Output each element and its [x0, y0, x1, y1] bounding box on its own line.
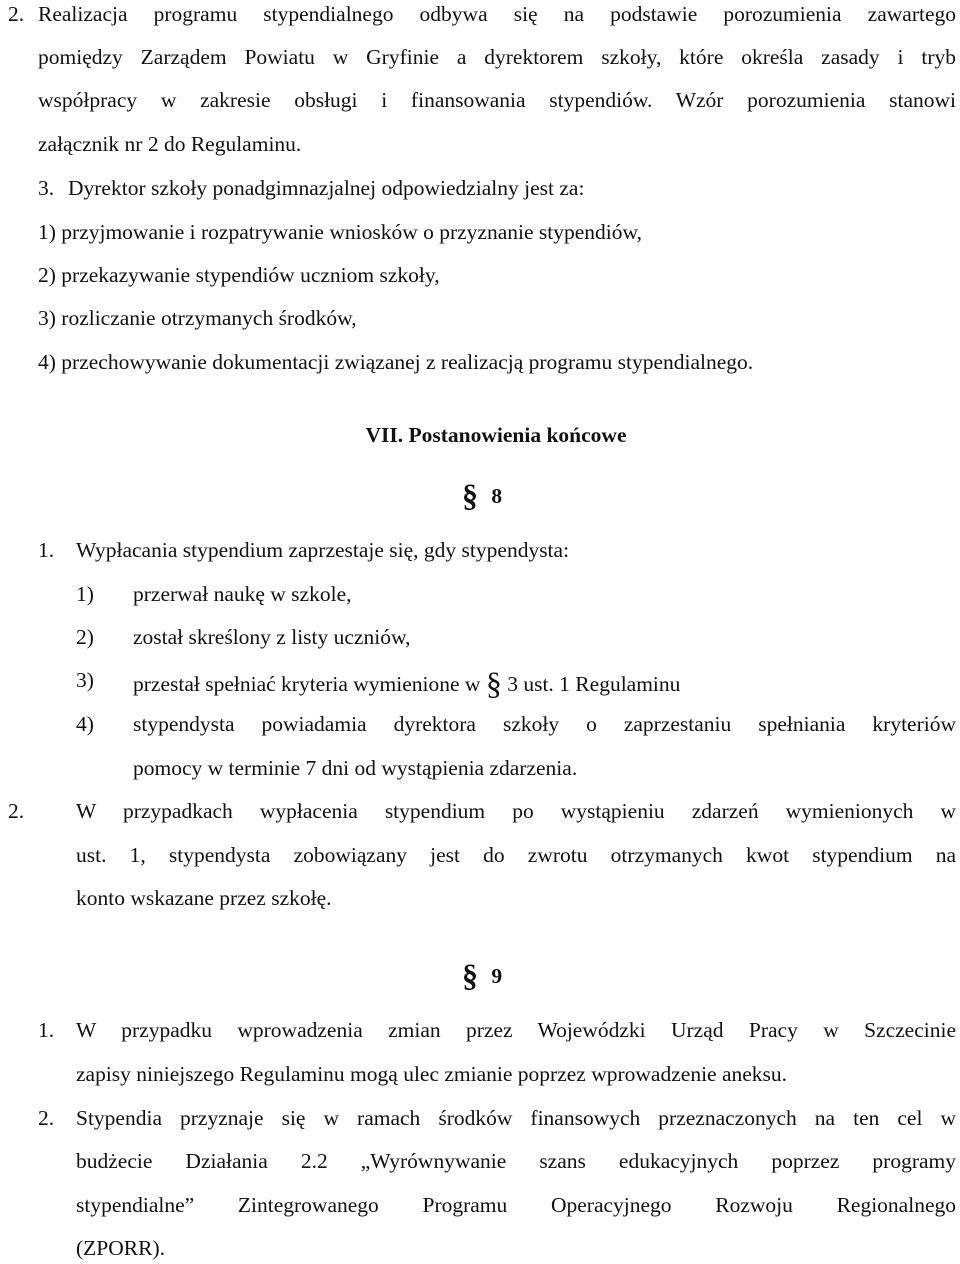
list-item: 1) przyjmowanie i rozpatrywanie wniosków o przyznanie stypendiów, — [38, 220, 643, 244]
list-item — [133, 665, 681, 701]
paragraph-number: 2. — [8, 799, 25, 823]
paragraph-number: 1. — [38, 1018, 55, 1042]
paragraph-number: 2. — [8, 2, 25, 26]
section-number: 9 — [491, 964, 503, 988]
list-item: 2) przekazywanie stypendiów uczniom szkoły, — [38, 263, 440, 287]
paragraph-line: W przypadku wprowadzenia zmian przez Wojewódzki Urząd Pracy w Szczecinie — [76, 1018, 956, 1042]
paragraph-number: 3. — [38, 176, 55, 200]
section-sign-icon: § — [462, 477, 478, 513]
list-item: 4) przechowywanie dokumentacji związanej z realizacją programu stypendialnego. — [38, 350, 754, 374]
section-heading-8 — [462, 477, 503, 513]
paragraph-intro: Wypłacania stypendium zaprzestaje się, gdy stypendysta: — [76, 538, 570, 562]
list-item-number: 1) — [76, 582, 94, 606]
paragraph-line: załącznik nr 2 do Regulaminu. — [38, 132, 302, 156]
list-item-number: 2) — [76, 625, 94, 649]
chapter-heading: VII. Postanowienia końcowe — [365, 423, 627, 447]
list-item-continuation: pomocy w terminie 7 dni od wystąpienia zdarzenia. — [133, 756, 578, 780]
section-sign-icon: § — [485, 665, 502, 701]
list-item-text: 3 ust. 1 Regulaminu — [501, 672, 681, 696]
list-item-number: 4) — [76, 712, 94, 736]
paragraph-line: budżecie Działania 2.2 „Wyrównywanie szans edukacyjnych poprzez programy — [76, 1149, 956, 1173]
list-item: został skreślony z listy uczniów, — [133, 625, 411, 649]
paragraph-line: W przypadkach wypłacenia stypendium po wystąpieniu zdarzeń wymienionych w — [76, 799, 956, 823]
paragraph-line: Stypendia przyznaje się w ramach środków finansowych przeznaczonych na ten cel w — [76, 1106, 956, 1130]
paragraph-intro: Dyrektor szkoły ponadgimnazjalnej odpowiedzialny jest za: — [68, 176, 585, 200]
list-item: przerwał naukę w szkole, — [133, 582, 352, 606]
paragraph-line: (ZPORR). — [76, 1236, 165, 1260]
list-item: 3) rozliczanie otrzymanych środków, — [38, 306, 357, 330]
list-item-number: 3) — [76, 668, 94, 692]
paragraph-number: 1. — [38, 538, 55, 562]
paragraph-line: pomiędzy Zarządem Powiatu w Gryfinie a dyrektorem szkoły, które określa zasady i tryb — [38, 45, 956, 69]
list-item-text: przestał spełniać kryteria wymienione w — [133, 672, 486, 696]
section-heading-9 — [462, 957, 503, 993]
paragraph-line: konto wskazane przez szkołę. — [76, 886, 332, 910]
paragraph-line: współpracy w zakresie obsługi i finansowania stypendiów. Wzór porozumienia stanowi — [38, 88, 956, 112]
section-number: 8 — [491, 484, 503, 508]
list-item: stypendysta powiadamia dyrektora szkoły o zaprzestaniu spełniania kryteriów — [133, 712, 956, 736]
paragraph-line: stypendialne” Zintegrowanego Programu Operacyjnego Rozwoju Regionalnego — [76, 1193, 956, 1217]
paragraph-line: zapisy niniejszego Regulaminu mogą ulec zmianie poprzez wprowadzenie aneksu. — [76, 1062, 788, 1086]
paragraph-number: 2. — [38, 1106, 55, 1130]
section-sign-icon: § — [462, 957, 478, 993]
paragraph-line: ust. 1, stypendysta zobowiązany jest do zwrotu otrzymanych kwot stypendium na — [76, 843, 956, 867]
paragraph-line: Realizacja programu stypendialnego odbywa się na podstawie porozumienia zawartego — [38, 2, 956, 26]
